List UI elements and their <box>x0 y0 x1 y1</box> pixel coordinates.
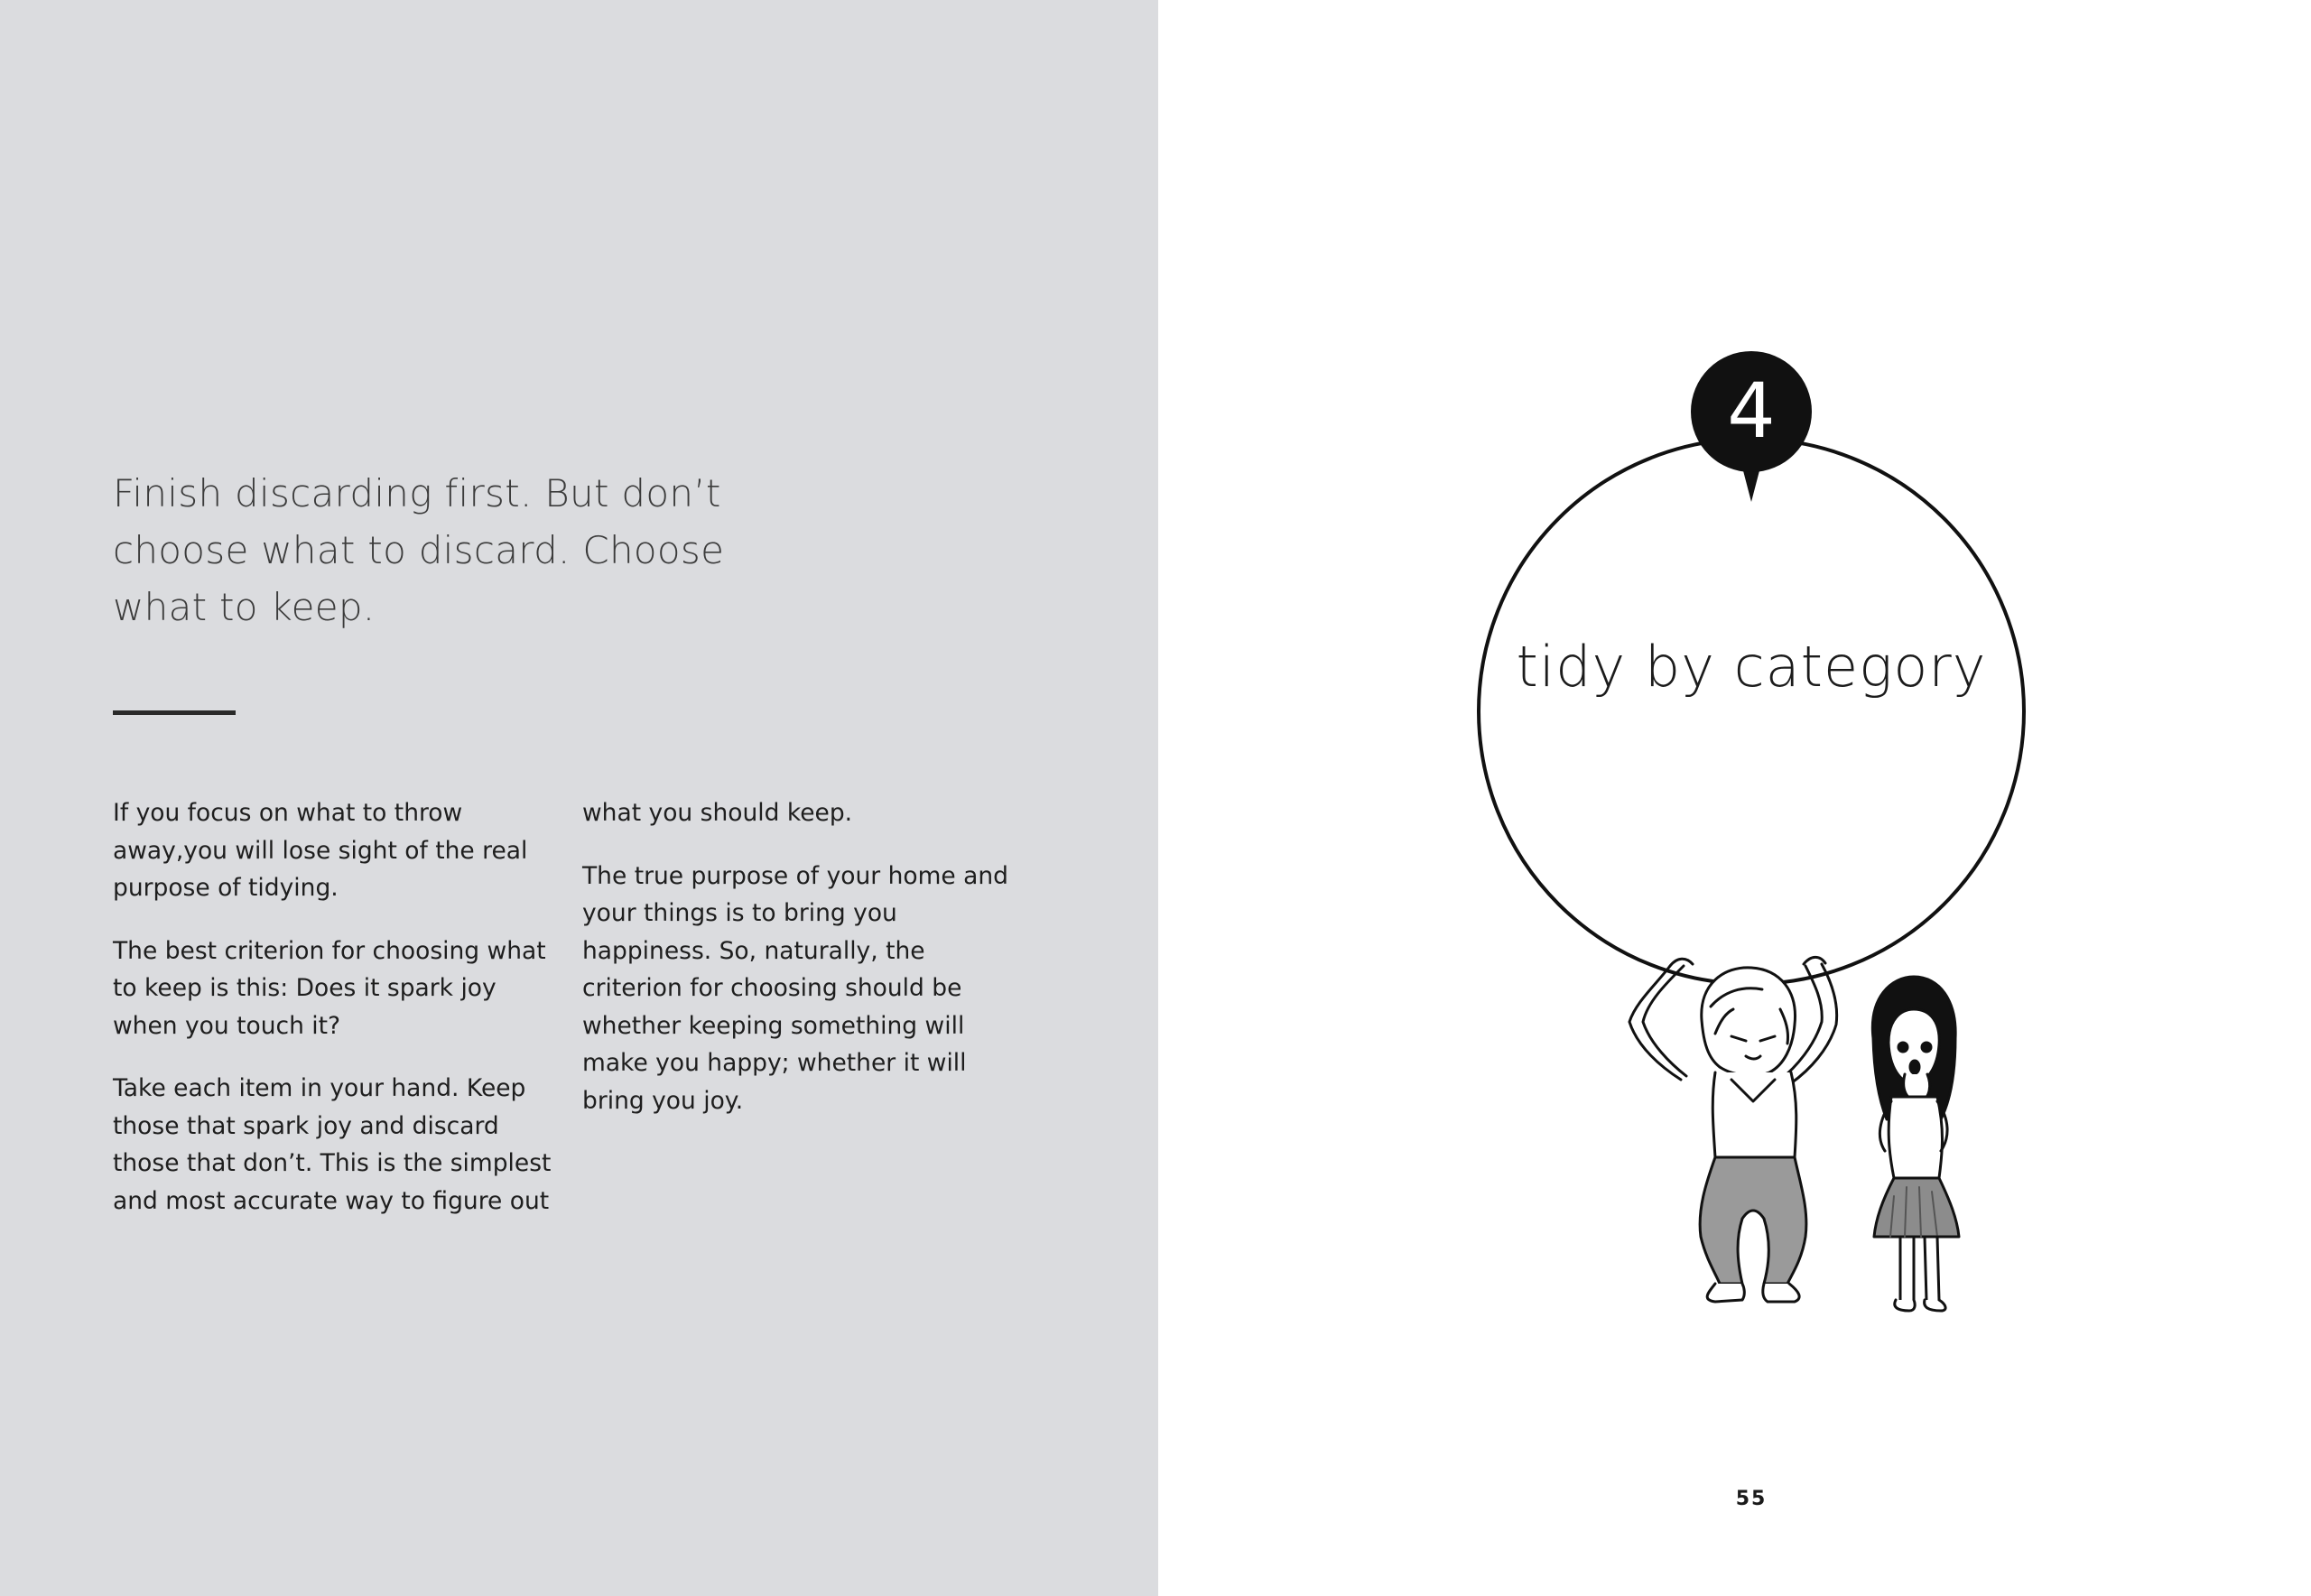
paragraph: If you focus on what to throw away,you will lose sight of the real purpose of tidying. <box>113 799 528 902</box>
woman-lifting-icon <box>1629 957 1837 1302</box>
page-headline: Finish discarding first. But don’t choose what to discard. Choose what to keep. <box>113 471 725 629</box>
text-column-2 <box>582 794 1025 1145</box>
paragraph: what you should keep. <box>582 799 853 827</box>
headline-divider <box>113 710 236 715</box>
circle-title: tidy by category <box>1516 634 1987 700</box>
paragraph: The true purpose of your home and your things is to bring you happiness. So, naturally, the criterion for choosing should be whether keeping something will make you happy; whether it will bring you joy. <box>582 861 1008 1115</box>
girl-watching-icon <box>1872 977 1959 1311</box>
page-number: 55 <box>1735 1488 1768 1510</box>
text-column-1 <box>113 794 555 1245</box>
paragraph: Take each item in your hand. Keep those that spark joy and discard those that don’t. This is the simplest and most accurate way to figure out <box>113 1074 552 1215</box>
chapter-illustration <box>1444 334 2040 1318</box>
badge-number: 4 <box>1727 367 1776 455</box>
paragraph: The best criterion for choosing what to keep is this: Does it spark joy when you touch it? <box>113 936 546 1040</box>
big-circle-icon <box>1479 439 2024 984</box>
